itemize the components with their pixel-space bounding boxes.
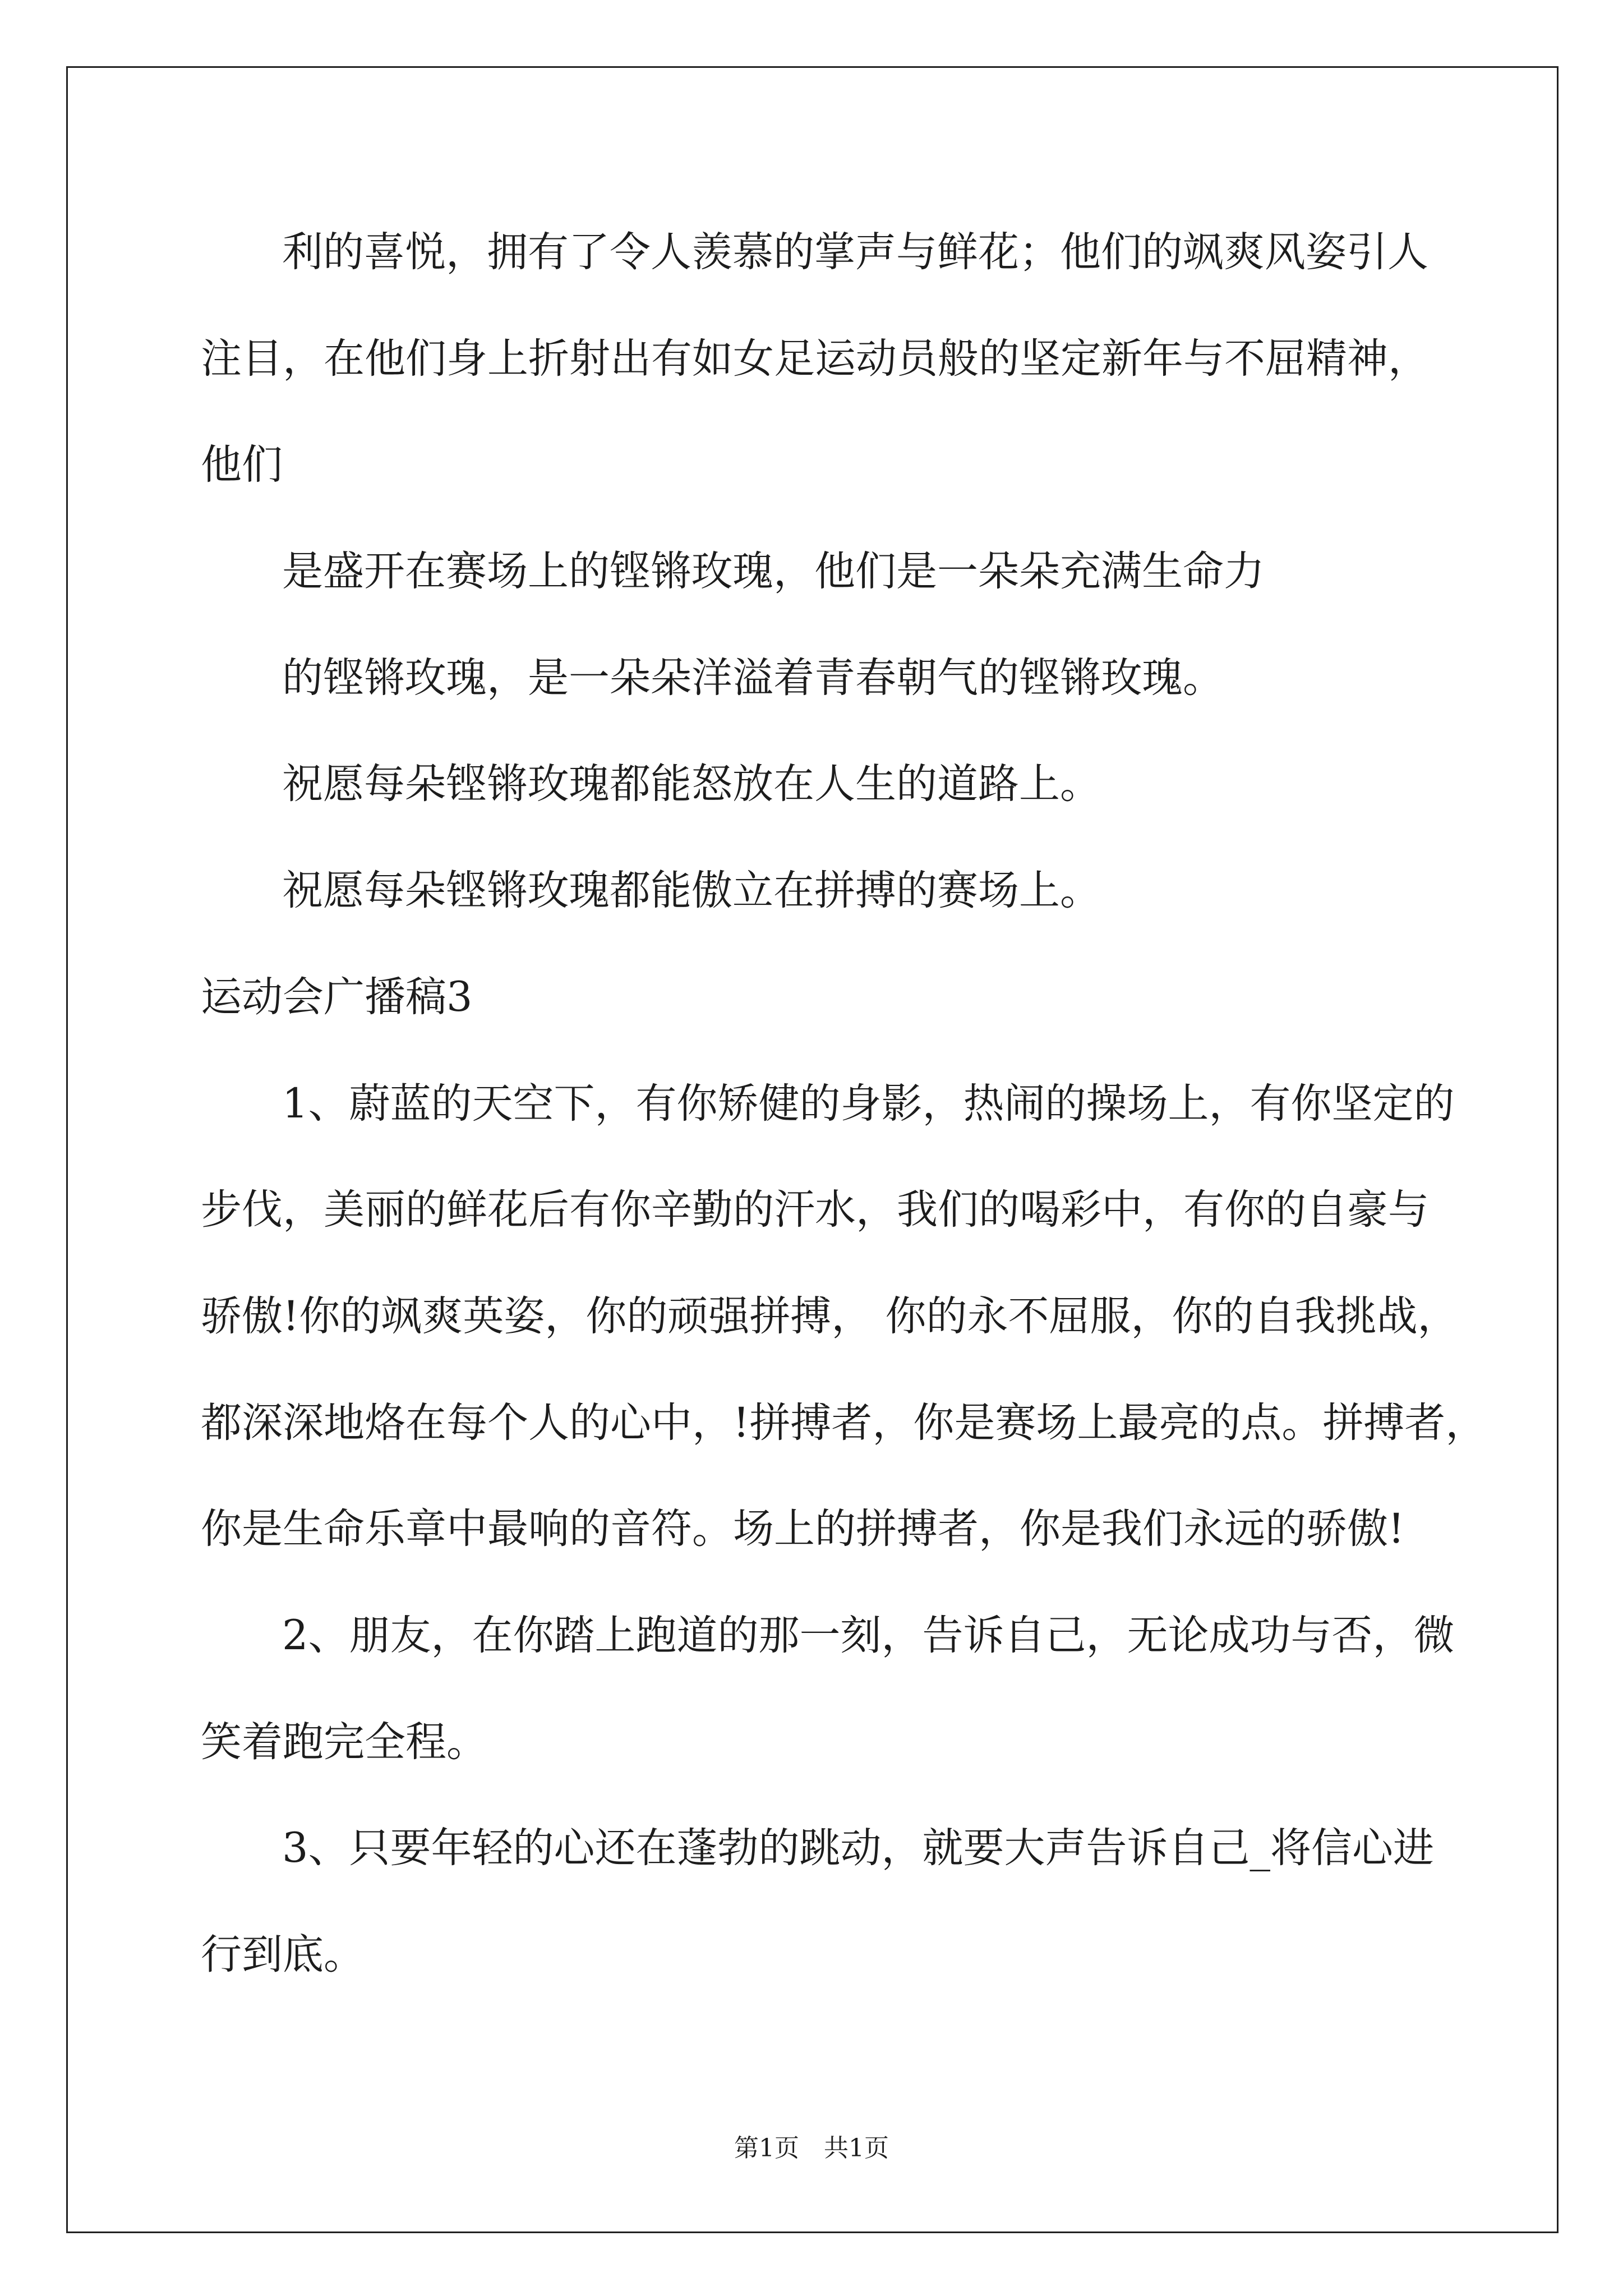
paragraph-line: 你是生命乐章中最响的音符。场上的拼搏者，你是我们永远的骄傲!	[201, 1505, 1405, 1553]
page-footer: 第1页 共1页	[734, 2134, 889, 2162]
paragraph-line: 3、只要年轻的心还在蓬勃的跳动，就要大声告诉自己_将信心进	[282, 1824, 1434, 1872]
paragraph-line: 注目，在他们身上折射出有如女足运动员般的坚定新年与不屈精神，	[201, 334, 1429, 383]
paragraph-line: 步伐，美丽的鲜花后有你辛勤的汗水，我们的喝彩中，有你的自豪与	[201, 1186, 1429, 1234]
document-body	[201, 199, 1486, 2008]
paragraph-line: 祝愿每朵铿锵玫瑰都能傲立在拼搏的赛场上。	[282, 867, 1101, 915]
section-title: 运动会广播稿3	[201, 973, 473, 1021]
paragraph-line: 1、蔚蓝的天空下，有你矫健的身影，热闹的操场上，有你坚定的	[282, 1079, 1455, 1128]
paragraph-line: 行到底。	[201, 1931, 365, 1978]
paragraph-line: 骄傲!你的飒爽英姿，你的顽强拼搏， 你的永不屈服，你的自我挑战，	[201, 1292, 1459, 1340]
paragraph-line: 的铿锵玫瑰，是一朵朵洋溢着青春朝气的铿锵玫瑰。	[282, 654, 1224, 702]
paragraph-line: 都深深地烙在每个人的心中，!拼搏者，你是赛场上最亮的点。拼搏者，	[201, 1398, 1487, 1447]
paragraph-line: 是盛开在赛场上的铿锵玫瑰，他们是一朵朵充满生命力	[282, 547, 1265, 596]
paragraph-line: 祝愿每朵铿锵玫瑰都能怒放在人生的道路上。	[282, 760, 1101, 808]
paragraph-line: 他们	[201, 441, 283, 489]
paragraph-line: 2、朋友，在你踏上跑道的那一刻，告诉自己，无论成功与否，微	[282, 1611, 1455, 1659]
paragraph-line: 利的喜悦，拥有了令人羡慕的掌声与鲜花；他们的飒爽风姿引人	[282, 228, 1428, 276]
paragraph-line: 笑着跑完全程。	[201, 1718, 487, 1766]
